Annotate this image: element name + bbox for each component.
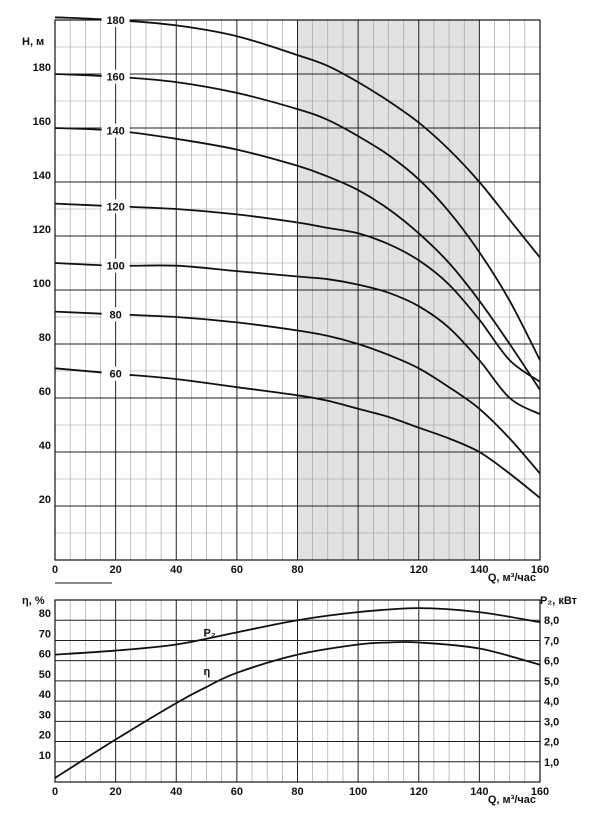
x-tick-label: 20 [109,564,122,576]
y-tick-label-bottom: 40 [38,689,51,702]
eta-curve-label: η [203,665,211,678]
curve-label-60: 60 [109,368,122,381]
x-tick-label-bottom: 120 [409,786,428,798]
x-tick-label: 40 [170,564,183,576]
y2-tick-label: 4,0 [544,696,560,709]
y-axis-label: H, м [22,36,45,48]
y-tick-label: 60 [38,386,51,398]
x-tick-label: 80 [291,564,304,576]
curve-label-120: 120 [106,201,125,214]
x-tick-label: 140 [470,564,489,576]
y-tick-label: 160 [32,116,51,128]
curve-label-140: 140 [106,125,125,138]
y2-tick-label: 1,0 [544,756,560,769]
x-tick-label: 0 [51,564,59,576]
y2-tick-label: 3,0 [544,716,560,729]
x-tick-label-bottom: 80 [291,786,304,798]
y-tick-label-bottom: 30 [38,709,51,722]
y-tick-label: 140 [32,170,51,182]
curve-label-100: 100 [106,260,125,273]
y2-tick-label: 7,0 [544,635,560,648]
x-tick-label-bottom: 100 [348,786,368,798]
y-tick-label-bottom: 20 [38,729,51,742]
y-tick-label-bottom: 60 [38,648,51,661]
x-tick-label-bottom: 0 [51,786,59,798]
y-tick-label: 180 [32,62,51,74]
curve-label-180: 180 [106,15,125,27]
y-tick-label: 20 [38,494,51,506]
p2-curve-label: P₂ [203,627,216,640]
p2-axis-label: P₂, кВт [540,595,578,607]
eta-axis-label: η, % [22,595,45,607]
x-tick-label: 120 [409,564,428,576]
x-tick-label: 60 [230,564,243,576]
y-tick-label: 40 [38,440,51,452]
y2-tick-label: 5,0 [544,675,560,688]
y-tick-label-bottom: 10 [38,749,51,762]
x-axis-label: Q, м³/час [487,572,536,584]
curve-label-160: 160 [106,71,125,84]
y2-tick-label: 2,0 [544,736,560,749]
y-tick-label-bottom: 50 [38,668,51,681]
x-tick-label-bottom: 160 [530,786,550,798]
y-tick-label-bottom: 80 [38,608,51,621]
y-tick-label: 120 [32,224,51,236]
y-tick-label: 100 [32,278,51,290]
curve-label-80: 80 [109,309,122,322]
y2-tick-label: 8,0 [544,615,560,628]
y2-tick-label: 6,0 [544,655,560,668]
y-tick-label: 80 [38,332,51,344]
y-tick-label-bottom: 70 [38,628,51,641]
x-tick-label-bottom: 60 [230,786,243,798]
x-tick-label-bottom: 40 [170,786,183,798]
x-tick-label-bottom: 20 [109,786,122,798]
x-axis-label-bottom: Q, м³/час [487,794,536,806]
x-tick-label: 160 [530,564,550,576]
x-tick-label-bottom: 140 [470,786,489,798]
